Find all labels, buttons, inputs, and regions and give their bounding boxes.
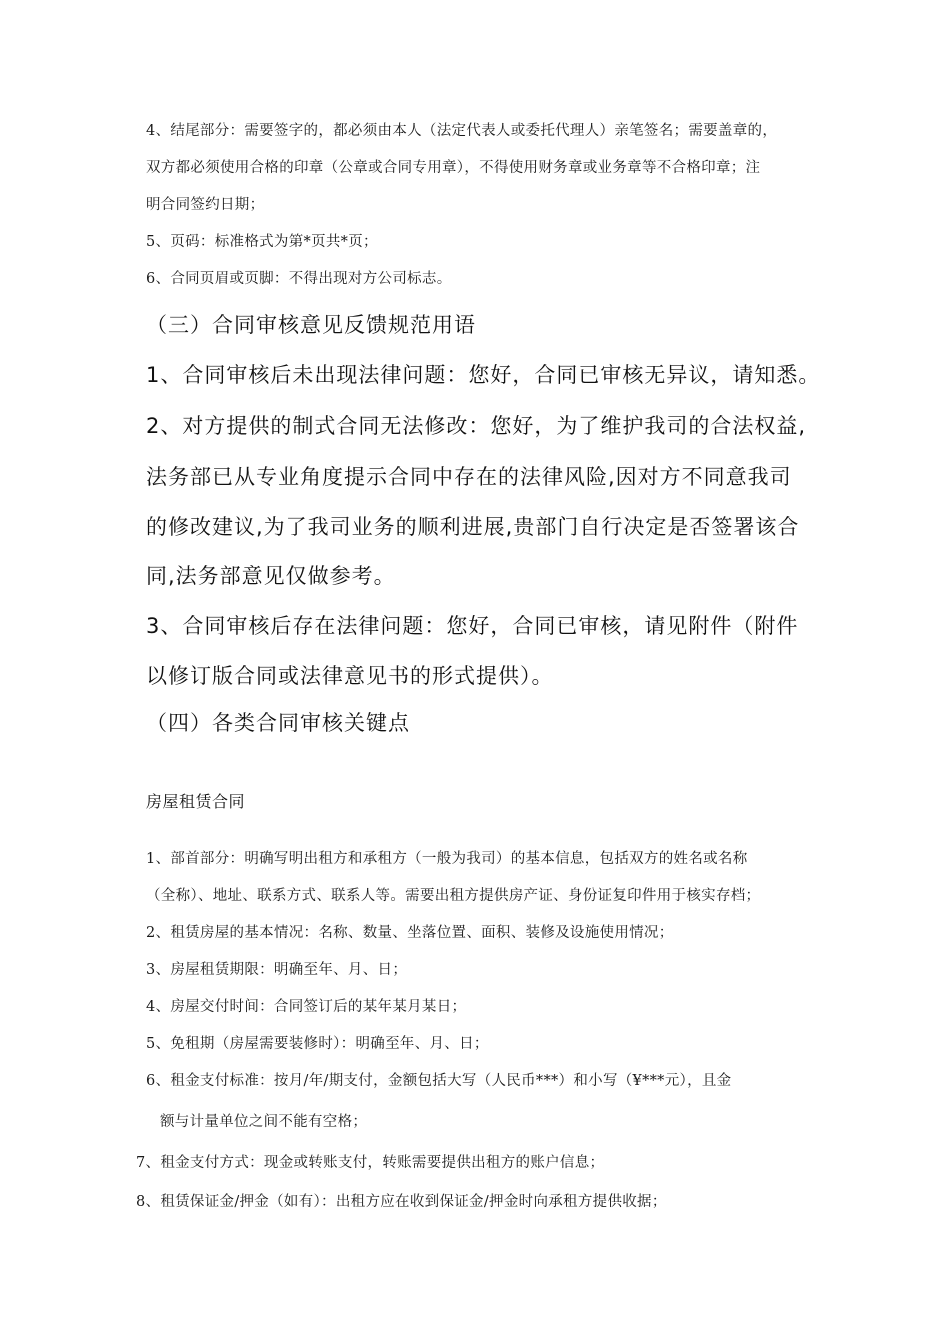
lease-item-7: 7、租金支付方式：现金或转账支付，转账需要提供出租方的账户信息； [136, 1155, 605, 1171]
lease-item-1-line-2: （全称）、地址、联系方式、联系人等。需要出租方提供房产证、身份证复印件用于核实存档； [146, 888, 761, 904]
clause-6: 6、合同页眉或页脚：不得出现对方公司标志。 [146, 271, 452, 287]
feedback-3-line-1: 3、合同审核后存在法律问题：您好，合同已审核，请见附件（附件 [146, 614, 799, 638]
lease-item-1-line-1: 1、部首部分：明确写明出租方和承租方（一般为我司）的基本信息，包括双方的姓名或名称 [146, 851, 748, 867]
feedback-3-line-2: 以修订版合同或法律意见书的形式提供）。 [146, 664, 554, 688]
clause-4-line-3: 明合同签约日期； [146, 197, 265, 213]
section-four-heading: （四）各类合同审核关键点 [146, 711, 410, 735]
lease-item-5: 5、免租期（房屋需要装修时）：明确至年、月、日； [146, 1036, 489, 1052]
lease-item-4: 4、房屋交付时间：合同签订后的某年某月某日； [146, 999, 467, 1015]
lease-item-3: 3、房屋租赁期限：明确至年、月、日； [146, 962, 408, 978]
feedback-1: 1、合同审核后未出现法律问题：您好，合同已审核无异议，请知悉。 [146, 363, 821, 387]
lease-contract-title: 房屋租赁合同 [146, 792, 246, 811]
clause-5: 5、页码：标准格式为第*页共*页； [146, 234, 378, 250]
lease-item-6-line-2: 额与计量单位之间不能有空格； [160, 1114, 368, 1130]
feedback-2-line-4: 同,法务部意见仅做参考。 [146, 564, 396, 588]
feedback-2-line-3: 的修改建议,为了我司业务的顺利进展,贵部门自行决定是否签署该合 [146, 515, 800, 539]
clause-4-line-1: 4、结尾部分：需要签字的，都必须由本人（法定代表人或委托代理人）亲笔签名；需要盖章的， [146, 123, 778, 139]
clause-4-line-2: 双方都必须使用合格的印章（公章或合同专用章），不得使用财务章或业务章等不合格印章；注 [146, 160, 761, 176]
feedback-2-line-1: 2、对方提供的制式合同无法修改：您好，为了维护我司的合法权益, [146, 414, 807, 438]
lease-item-8: 8、租赁保证金/押金（如有）：出租方应在收到保证金/押金时向承租方提供收据； [136, 1194, 667, 1210]
section-three-heading: （三）合同审核意见反馈规范用语 [146, 313, 476, 337]
feedback-2-line-2: 法务部已从专业角度提示合同中存在的法律风险,因对方不同意我司 [146, 465, 792, 489]
lease-item-2: 2、租赁房屋的基本情况：名称、数量、坐落位置、面积、装修及设施使用情况； [146, 925, 674, 941]
lease-item-6-line-1: 6、租金支付标准：按月/年/期支付，金额包括大写（人民币***）和小写（¥***元），且金 [146, 1073, 732, 1089]
